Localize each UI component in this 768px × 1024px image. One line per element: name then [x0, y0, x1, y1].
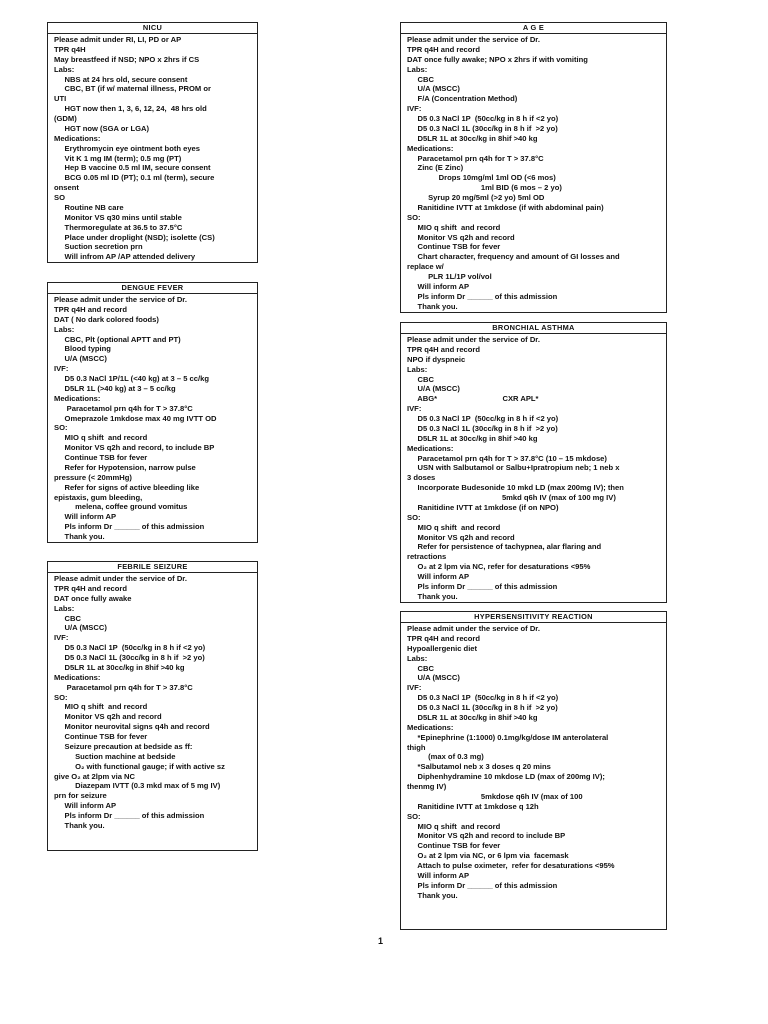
order-line: Medications:	[54, 133, 101, 143]
order-line: May breastfeed if NSD; NPO x 2hrs if CS	[54, 54, 200, 64]
order-line: O₂ at 2 lpm via NC, or 6 lpm via facemask	[407, 851, 569, 861]
order-line: D5LR 1L at 30cc/kg in 8hif >40 kg	[407, 433, 538, 443]
order-line: Suction secretion prn	[54, 242, 143, 252]
order-line: D5 0.3 NaCl 1P (50cc/kg in 8 h if <2 yo)	[407, 693, 559, 703]
order-line: Thank you.	[407, 301, 458, 311]
order-line: Labs:	[407, 364, 428, 374]
card-title: DENGUE FEVER	[48, 283, 257, 294]
order-line: Please admit under the service of Dr.	[407, 624, 540, 633]
order-line: Refer for persistence of tachypnea, alar flaring and	[407, 542, 602, 552]
card-title: NICU	[48, 23, 257, 34]
order-line: DAT once fully awake; NPO x 2hrs if with vomiting	[407, 54, 588, 64]
card-nicu	[47, 22, 258, 263]
order-line: melena, coffee ground vomitus	[54, 502, 188, 512]
order-line: D5 0.3 NaCl 1L (30cc/kg in 8 h if >2 yo)	[54, 653, 205, 662]
order-line: Thank you.	[54, 820, 105, 830]
order-line: D5LR 1L at 30cc/kg in 8hif >40 kg	[407, 133, 538, 143]
order-line: CBC	[407, 74, 435, 84]
order-line: Hypoallergenic diet	[407, 643, 478, 653]
order-line: 3 doses	[407, 473, 436, 483]
order-line: IVF:	[54, 364, 69, 374]
order-line: D5 0.3 NaCl 1P (50cc/kg in 8 h if <2 yo)	[54, 643, 206, 653]
order-line: (max of 0.3 mg)	[407, 752, 484, 762]
card-title: FEBRILE SEIZURE	[48, 562, 257, 573]
order-line: Monitor VS q30 mins until stable	[54, 212, 182, 222]
order-line: D5LR 1L at 30cc/kg in 8hif >40 kg	[54, 662, 185, 672]
order-line: 5mkdose q6h IV (max of 100	[407, 791, 583, 801]
order-line: Paracetamol prn q4h for T > 37.8°C (10 – 15 mkdose)	[407, 453, 607, 463]
order-line: SO:	[54, 692, 68, 702]
order-line: U/A (MSCC)	[407, 673, 460, 683]
order-line: NBS at 24 hrs old, secure consent	[54, 74, 188, 84]
order-line: U/A (MSCC)	[54, 623, 107, 633]
order-line: Labs:	[407, 653, 428, 663]
order-line: TPR q4H and record	[407, 44, 480, 54]
order-line: Please admit under the service of Dr.	[407, 35, 540, 44]
order-line: pressure (< 20mmHg)	[54, 472, 132, 482]
order-line: Continue TSB for fever	[407, 242, 501, 252]
order-line: Pls inform Dr ______ of this admission	[407, 880, 558, 890]
order-line: Pls inform Dr ______ of this admission	[54, 811, 205, 820]
order-line: Thank you.	[407, 890, 458, 900]
order-line: IVF:	[407, 404, 422, 414]
order-line: Will infrom AP /AP attended delivery	[54, 252, 196, 262]
order-line: Continue TSB for fever	[54, 453, 148, 462]
order-line: MIO q shift and record	[407, 222, 501, 232]
order-line: O₂ at 2 lpm via NC, refer for desaturations <95%	[407, 562, 591, 572]
order-line: Labs:	[407, 64, 428, 74]
order-line: CBC	[407, 374, 435, 384]
order-line: Refer for Hypotension, narrow pulse	[54, 462, 196, 472]
order-line: replace w/	[407, 262, 444, 272]
order-line: D5 0.3 NaCl 1P/1L (<40 kg) at 3 – 5 cc/kg	[54, 374, 209, 383]
order-line: Thank you.	[407, 591, 458, 601]
order-line: Monitor VS q2h and record	[407, 232, 515, 242]
order-line: Pls inform Dr ______ of this admission	[407, 581, 558, 591]
order-line: (GDM)	[54, 114, 77, 123]
order-line: Ranitidine IVTT at 1mkdose (if on NPO)	[407, 502, 559, 512]
order-line: UTI	[54, 94, 67, 104]
card-hypersensitivity-reaction	[400, 611, 667, 930]
order-line: Please admit under the service of Dr.	[54, 295, 187, 304]
order-line: 1ml BID (6 mos – 2 yo)	[407, 183, 562, 193]
order-line: Ranitidine IVTT at 1mkdose q 12h	[407, 801, 539, 811]
order-line: Medications:	[407, 443, 454, 453]
order-line: Suction machine at bedside	[54, 751, 176, 761]
order-line: NPO if dyspneic	[407, 354, 466, 364]
order-line: IVF:	[407, 104, 422, 114]
order-line: Pls inform Dr ______ of this admission	[407, 291, 558, 301]
order-line: Monitor VS q2h and record, to include BP	[54, 443, 215, 453]
order-line: D5 0.3 NaCl 1P (50cc/kg in 8 h if <2 yo)	[407, 414, 559, 423]
order-line: CBC, Plt (optional APTT and PT)	[54, 334, 181, 344]
order-line: D5LR 1L (>40 kg) at 3 – 5 cc/kg	[54, 383, 176, 393]
order-line: PLR 1L/1P vol/vol	[407, 272, 492, 281]
order-line: USN with Salbutamol or Salbu+Ipratropium neb; 1 neb x	[407, 463, 620, 473]
order-line: retractions	[407, 552, 447, 562]
order-line: Pls inform Dr ______ of this admission	[54, 522, 205, 532]
card-body	[401, 334, 666, 602]
order-line: Monitor neurovital signs q4h and record	[54, 722, 210, 732]
order-line: Monitor VS q2h and record	[54, 712, 162, 722]
order-line: Seizure precaution at bedside as ff:	[54, 741, 193, 751]
order-line: D5 0.3 NaCl 1P (50cc/kg in 8 h if <2 yo)	[407, 114, 559, 123]
order-line: Medications:	[407, 722, 454, 732]
order-line: Zinc (E Zinc)	[407, 163, 464, 173]
order-line: D5 0.3 NaCl 1L (30cc/kg in 8 h if >2 yo)	[407, 423, 558, 433]
order-line: HGT now (SGA or LGA)	[54, 123, 150, 133]
order-line: Blood typing	[54, 344, 111, 354]
card-febrile-seizure	[47, 561, 258, 851]
card-bronchial-asthma	[400, 322, 667, 603]
order-line: Place under droplight (NSD); isolette (CS)	[54, 232, 215, 242]
order-line: thigh	[407, 742, 426, 752]
order-line: Labs:	[54, 64, 75, 74]
order-line: HGT now then 1, 3, 6, 12, 24, 48 hrs old	[54, 104, 207, 114]
order-line: Labs:	[54, 324, 75, 334]
order-line: SO:	[54, 423, 68, 433]
order-line: F/A (Concentration Method)	[407, 94, 518, 104]
order-line: Vit K 1 mg IM (term); 0.5 mg (PT)	[54, 153, 182, 163]
card-body	[48, 34, 257, 262]
order-line: Medications:	[54, 672, 101, 682]
page-number: 1	[378, 936, 384, 946]
order-line: Please admit under the service of Dr.	[407, 335, 540, 344]
order-line: MIO q shift and record	[54, 702, 148, 712]
order-line: Drops 10mg/ml 1ml OD (<6 mos)	[407, 173, 556, 183]
order-line: Syrup 20 mg/5ml (>2 yo) 5ml OD	[407, 193, 545, 202]
order-line: Incorporate Budesonide 10 mkd LD (max 200mg IV); then	[407, 483, 624, 493]
order-line: U/A (MSCC)	[407, 84, 460, 94]
card-dengue-fever	[47, 282, 258, 543]
order-line: TPR q4H and record	[407, 633, 480, 643]
order-line: IVF:	[407, 683, 422, 693]
order-line: Diazepam IVTT (0.3 mkd max of 5 mg IV)	[54, 781, 221, 791]
order-line: Will inform AP	[54, 512, 117, 522]
order-line: Please admit under the service of Dr.	[54, 574, 187, 583]
order-line: Labs:	[54, 603, 75, 613]
order-line: O₂ with functional gauge; if with active sz	[54, 761, 225, 771]
card-age	[400, 22, 667, 313]
order-line: Routine NB care	[54, 202, 124, 212]
order-line: 5mkd q6h IV (max of 100 mg IV)	[407, 493, 616, 502]
order-line: D5LR 1L at 30cc/kg in 8hif >40 kg	[407, 712, 538, 722]
order-line: Chart character, frequency and amount of GI losses and	[407, 252, 620, 262]
order-line: Continue TSB for fever	[407, 841, 501, 851]
card-title: A G E	[401, 23, 666, 34]
order-line: *Epinephrine (1:1000) 0.1mg/kg/dose IM anterolateral	[407, 732, 609, 742]
order-line: Refer for signs of active bleeding like	[54, 482, 200, 492]
order-line: Omeprazole 1mkdose max 40 mg IVTT OD	[54, 413, 217, 423]
order-line: SO:	[407, 212, 421, 222]
order-line: SO:	[407, 512, 421, 522]
order-line: MIO q shift and record	[54, 433, 148, 443]
order-line: CBC	[407, 663, 435, 673]
order-line: Attach to pulse oximeter, refer for desaturations <95%	[407, 861, 615, 870]
order-line: Monitor VS q2h and record to include BP	[407, 831, 566, 841]
order-line: D5 0.3 NaCl 1L (30cc/kg in 8 h if >2 yo)	[407, 703, 558, 712]
order-line: U/A (MSCC)	[54, 354, 107, 364]
order-line: SO	[54, 193, 65, 202]
order-line: TPR q4H and record	[54, 583, 127, 593]
order-line: Diphenhydramine 10 mkdose LD (max of 200mg IV);	[407, 772, 605, 782]
order-line: Will inform AP	[54, 801, 117, 811]
order-line: Ranitidine IVTT at 1mkdose (if with abdominal pain)	[407, 202, 604, 212]
order-line: Will inform AP	[407, 281, 470, 291]
order-line: Thank you.	[54, 532, 105, 541]
order-line: D5 0.3 NaCl 1L (30cc/kg in 8 h if >2 yo)	[407, 123, 558, 133]
order-line: IVF:	[54, 633, 69, 643]
order-line: U/A (MSCC)	[407, 384, 460, 394]
order-line: CBC, BT (if w/ maternal illness, PROM or	[54, 84, 211, 94]
order-line: TPR q4H	[54, 44, 86, 54]
order-line: Will inform AP	[407, 572, 470, 581]
order-line: epistaxis, gum bleeding,	[54, 492, 143, 502]
card-body	[48, 294, 257, 542]
order-line: Paracetamol prn q4h for T > 37.8°C	[54, 403, 193, 413]
order-line: onsent	[54, 183, 79, 193]
order-line: MIO q shift and record	[407, 522, 501, 532]
order-line: Erythromycin eye ointment both eyes	[54, 143, 201, 153]
order-line: CBC	[54, 613, 82, 623]
order-line: TPR q4H and record	[54, 304, 127, 314]
order-line: Medications:	[407, 143, 454, 153]
card-body	[401, 34, 666, 312]
card-body	[48, 573, 257, 831]
card-title: BRONCHIAL ASTHMA	[401, 323, 666, 334]
order-line: Paracetamol prn q4h for T > 37.8°C	[54, 682, 193, 692]
order-line: Continue TSB for fever	[54, 732, 148, 741]
order-line: SO:	[407, 811, 421, 821]
order-line: Hep B vaccine 0.5 ml IM, secure consent	[54, 163, 211, 173]
order-line: BCG 0.05 ml ID (PT); 0.1 ml (term), secure	[54, 173, 215, 183]
order-line: Please admit under RI, LI, PD or AP	[54, 35, 182, 44]
order-line: Thermoregulate at 36.5 to 37.5°C	[54, 222, 183, 232]
order-line: thenmg IV)	[407, 782, 447, 791]
card-title: HYPERSENSITIVITY REACTION	[401, 612, 666, 623]
order-line: MIO q shift and record	[407, 821, 501, 831]
order-line: prn for seizure	[54, 791, 107, 801]
order-line: give O₂ at 2lpm via NC	[54, 771, 136, 781]
order-line: DAT once fully awake	[54, 593, 132, 603]
order-line: *Salbutamol neb x 3 doses q 20 mins	[407, 762, 551, 772]
order-line: TPR q4H and record	[407, 344, 480, 354]
order-line: DAT ( No dark colored foods)	[54, 314, 159, 324]
order-line: Paracetamol prn q4h for T > 37.8°C	[407, 153, 544, 163]
order-line: ABG* CXR APL*	[407, 394, 539, 404]
order-line: Monitor VS q2h and record	[407, 532, 515, 542]
order-line: Medications:	[54, 393, 101, 403]
card-body	[401, 623, 666, 901]
order-line: Will inform AP	[407, 870, 470, 880]
